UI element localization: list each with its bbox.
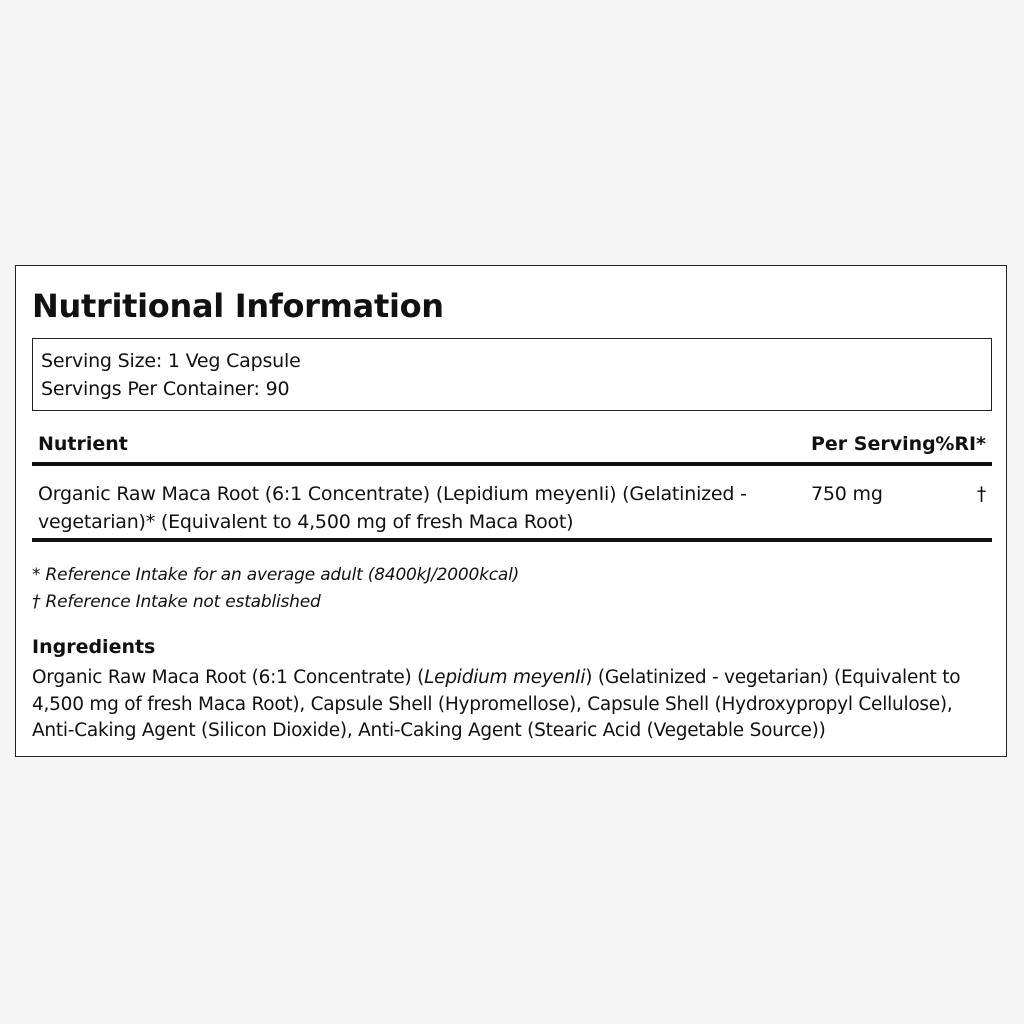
nutrient-ri: † [976,483,986,505]
column-header-nutrient: Nutrient [38,433,128,455]
footnotes [32,562,519,616]
footnote-reference-intake: * Reference Intake for an average adult (8400kJ/2000kcal) [32,565,520,585]
column-header-per-serving: Per Serving [811,433,936,455]
ingredients-latin-name: Lepidium meyenIi [424,667,586,688]
servings-per-container: Servings Per Container: 90 [41,378,290,400]
ingredients-text-rest: ) (Gelatinized - vegetarian) (Equivalent to 4,500 mg of fresh Maca Root), Capsule Shell (Hypromellose), Capsule Shell (Hydroxypropyl Cellulose), Anti-Caking Agent (Silicon Dioxide), Anti-Caking Agent (Stearic Acid (Vegetable Source)) [32,667,961,741]
table-row [32,466,992,542]
column-header-ri: %RI* [935,433,986,455]
serving-info-box [32,338,992,411]
nutrient-amount: 750 mg [811,483,883,505]
ingredients-heading: Ingredients [32,636,156,658]
ingredients-list [32,665,992,745]
nutrition-panel [15,265,1007,757]
ingredients-text-start: Organic Raw Maca Root (6:1 Concentrate) ( [32,667,425,688]
table-header-row [32,426,992,466]
serving-size: Serving Size: 1 Veg Capsule [41,350,301,372]
page-title: Nutritional Information [32,287,444,325]
nutrient-name: Organic Raw Maca Root (6:1 Concentrate) (Lepidium meyenIi) (Gelatinized - vegetarian)* (Equivalent to 4,500 mg of fresh Maca Root) [38,483,747,533]
footnote-not-established: † Reference Intake not established [32,592,321,612]
nutrient-table [32,426,992,542]
